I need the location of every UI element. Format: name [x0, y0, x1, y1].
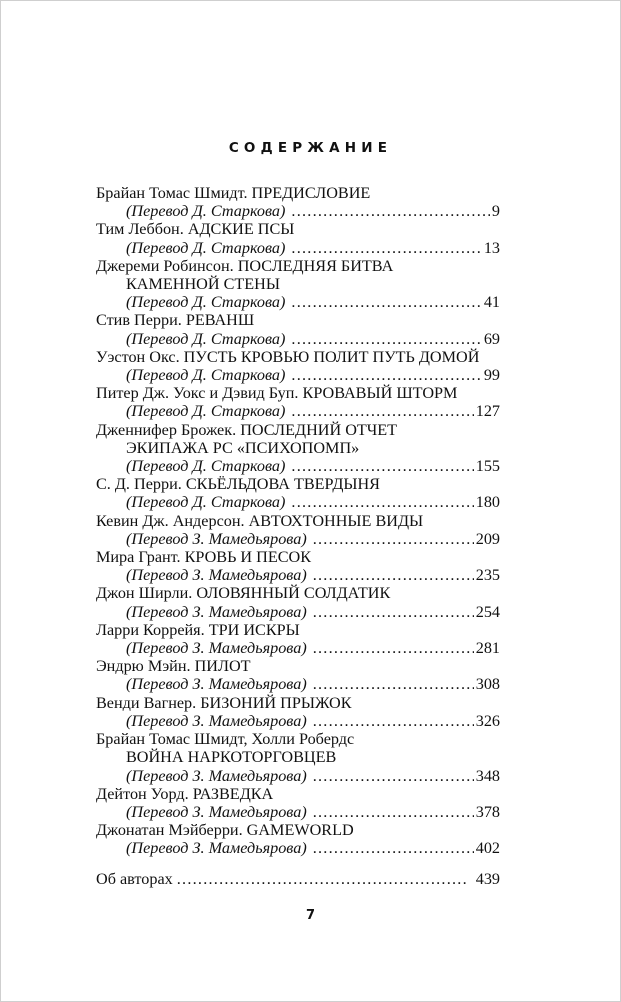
- toc-entry-title: Уэстон Окс. ПУСТЬ КРОВЬЮ ПОЛИТ ПУТЬ ДОМОЙ: [96, 347, 480, 366]
- page-title: СОДЕРЖАНИЕ: [228, 140, 393, 156]
- toc-entry-meta: [96, 202, 500, 220]
- toc-entry-page: 9: [491, 202, 500, 221]
- toc-entry-translator: (Перевод Д. Старкова): [126, 457, 286, 476]
- toc-entry-title: Мира Грант. КРОВЬ И ПЕСОК: [96, 548, 312, 567]
- toc-entry-meta: [96, 293, 500, 311]
- toc-entry-page: 326: [475, 711, 500, 730]
- toc-entry-meta: [96, 366, 500, 384]
- toc-entry-translator: (Перевод З. Мамедьярова): [126, 675, 307, 694]
- dot-leader: [313, 839, 474, 857]
- toc-entry-meta: [96, 639, 500, 657]
- toc-entry-translator: (Перевод З. Мамедьярова): [126, 802, 307, 821]
- toc-entry: [96, 257, 500, 312]
- dot-leader: [177, 870, 466, 888]
- toc-entry-page: 348: [475, 766, 500, 785]
- toc-entry-translator: (Перевод Д. Старкова): [126, 402, 286, 421]
- dot-leader: [313, 639, 474, 657]
- toc-entry-meta: [96, 767, 500, 785]
- toc-entry: [96, 512, 500, 548]
- toc-entry-title: Брайан Томас Шмидт, Холли Робердс: [96, 730, 355, 749]
- toc-entry-meta: [96, 839, 500, 857]
- toc-entry: [96, 421, 500, 476]
- toc-entry-title: Дженнифер Брожек. ПОСЛЕДНИЙ ОТЧЕТ: [96, 420, 398, 439]
- toc-entry-meta: [96, 457, 500, 475]
- toc-entry-page: 13: [483, 238, 500, 257]
- dot-leader: [313, 530, 474, 548]
- dot-leader: [291, 457, 473, 475]
- toc-entry-translator: (Перевод З. Мамедьярова): [126, 639, 307, 658]
- dot-leader: [313, 803, 474, 821]
- toc-entry-page: 235: [475, 566, 500, 585]
- toc-entry-meta: [96, 493, 500, 511]
- toc-entry-page: 209: [475, 529, 500, 548]
- toc-entry-translator: (Перевод З. Мамедьярова): [126, 766, 307, 785]
- toc-entry: [96, 584, 500, 620]
- toc-entry-page: 254: [475, 602, 500, 621]
- about-authors-page: 439: [475, 869, 500, 888]
- dot-leader: [313, 712, 474, 730]
- toc-entry-translator: (Перевод Д. Старкова): [126, 366, 286, 385]
- toc-entry-page: 378: [475, 802, 500, 821]
- dot-leader: [313, 566, 474, 584]
- toc-entry: [96, 311, 500, 347]
- toc-entry-title-continued: КАМЕННОЙ СТЕНЫ: [126, 275, 280, 294]
- dot-leader: [291, 402, 473, 420]
- toc-entry-meta: [96, 603, 500, 621]
- toc-entry-meta: [96, 530, 500, 548]
- toc-entry-translator: (Перевод З. Мамедьярова): [126, 839, 307, 858]
- toc-entry-page: 308: [475, 675, 500, 694]
- toc-entry: [96, 657, 500, 693]
- toc-entry-title: Тим Леббон. АДСКИЕ ПСЫ: [96, 220, 295, 239]
- dot-leader: [313, 675, 474, 693]
- toc-entry-translator: (Перевод З. Мамедьярова): [126, 529, 307, 548]
- toc-entry-translator: (Перевод З. Мамедьярова): [126, 602, 307, 621]
- toc-entry-title: Брайан Томас Шмидт. ПРЕДИСЛОВИЕ: [96, 184, 371, 202]
- dot-leader: [291, 239, 481, 257]
- toc-entry-translator: (Перевод З. Мамедьярова): [126, 566, 307, 585]
- toc-entry: [96, 348, 500, 384]
- dot-leader: [291, 202, 489, 220]
- dot-leader: [291, 293, 481, 311]
- toc-entry-page: 281: [475, 639, 500, 658]
- toc-entry-translator: (Перевод Д. Старкова): [126, 329, 286, 348]
- dot-leader: [291, 366, 481, 384]
- toc-entry-translator: (Перевод З. Мамедьярова): [126, 711, 307, 730]
- toc-entry-title: Джонатан Мэйберри. GAMEWORLD: [96, 821, 354, 840]
- dot-leader: [291, 493, 473, 511]
- toc-entry-page: 155: [475, 457, 500, 476]
- toc-entry-about-authors: [96, 870, 500, 888]
- toc-entry-title: Питер Дж. Уокс и Дэвид Буп. КРОВАВЫЙ ШТОРМ: [96, 384, 458, 403]
- toc-entry-title: Эндрю Мэйн. ПИЛОТ: [96, 657, 251, 676]
- toc-entry: [96, 821, 500, 857]
- toc-entry-meta: [96, 402, 500, 420]
- toc-entry-page: 99: [483, 366, 500, 385]
- toc-entry-meta: [96, 566, 500, 584]
- toc-entry-translator: (Перевод Д. Старкова): [126, 238, 286, 257]
- toc-entry-title: Дейтон Уорд. РАЗВЕДКА: [96, 784, 274, 803]
- toc-entry: [96, 384, 500, 420]
- toc-entry-title: Венди Вагнер. БИЗОНИЙ ПРЫЖОК: [96, 693, 352, 712]
- table-of-contents: [96, 184, 500, 888]
- toc-entry-title-continued: ВОЙНА НАРКОТОРГОВЦЕВ: [126, 748, 337, 767]
- page-number: 7: [305, 908, 316, 923]
- toc-entry: [96, 785, 500, 821]
- toc-entry-title: Джон Ширли. ОЛОВЯННЫЙ СОЛДАТИК: [96, 584, 391, 603]
- toc-entry-meta: [96, 712, 500, 730]
- toc-entry-page: 180: [475, 493, 500, 512]
- toc-entry: [96, 220, 500, 256]
- toc-entry: [96, 621, 500, 657]
- toc-entry-page: 41: [483, 293, 500, 312]
- toc-entry: [96, 475, 500, 511]
- toc-entry-meta: [96, 239, 500, 257]
- toc-entry-translator: (Перевод Д. Старкова): [126, 202, 286, 221]
- dot-leader: [313, 603, 474, 621]
- toc-entry-meta: [96, 803, 500, 821]
- toc-entry-title: С. Д. Перри. СКЬЁЛЬДОВА ТВЕРДЫНЯ: [96, 475, 380, 494]
- toc-entry: [96, 694, 500, 730]
- toc-entry-title: Кевин Дж. Андерсон. АВТОХТОННЫЕ ВИДЫ: [96, 511, 424, 530]
- dot-leader: [313, 767, 474, 785]
- toc-entry-translator: (Перевод Д. Старкова): [126, 493, 286, 512]
- dot-leader: [291, 330, 481, 348]
- toc-entry-meta: [96, 675, 500, 693]
- toc-entry-title: Ларри Коррейя. ТРИ ИСКРЫ: [96, 620, 300, 639]
- toc-entry: [96, 184, 500, 220]
- toc-entry-meta: [96, 330, 500, 348]
- toc-entry-page: 69: [483, 329, 500, 348]
- toc-entry-title-continued: ЭКИПАЖА РС «ПСИХОПОМП»: [126, 438, 360, 457]
- toc-entry: [96, 730, 500, 785]
- toc-entry-page: 127: [475, 402, 500, 421]
- toc-entry-title: Стив Перри. РЕВАНШ: [96, 311, 255, 330]
- toc-entry-translator: (Перевод Д. Старкова): [126, 293, 286, 312]
- toc-entry-page: 402: [475, 839, 500, 858]
- about-authors-label: Об авторах: [96, 869, 173, 888]
- toc-entry: [96, 548, 500, 584]
- toc-entry-title: Джереми Робинсон. ПОСЛЕДНЯЯ БИТВА: [96, 256, 394, 275]
